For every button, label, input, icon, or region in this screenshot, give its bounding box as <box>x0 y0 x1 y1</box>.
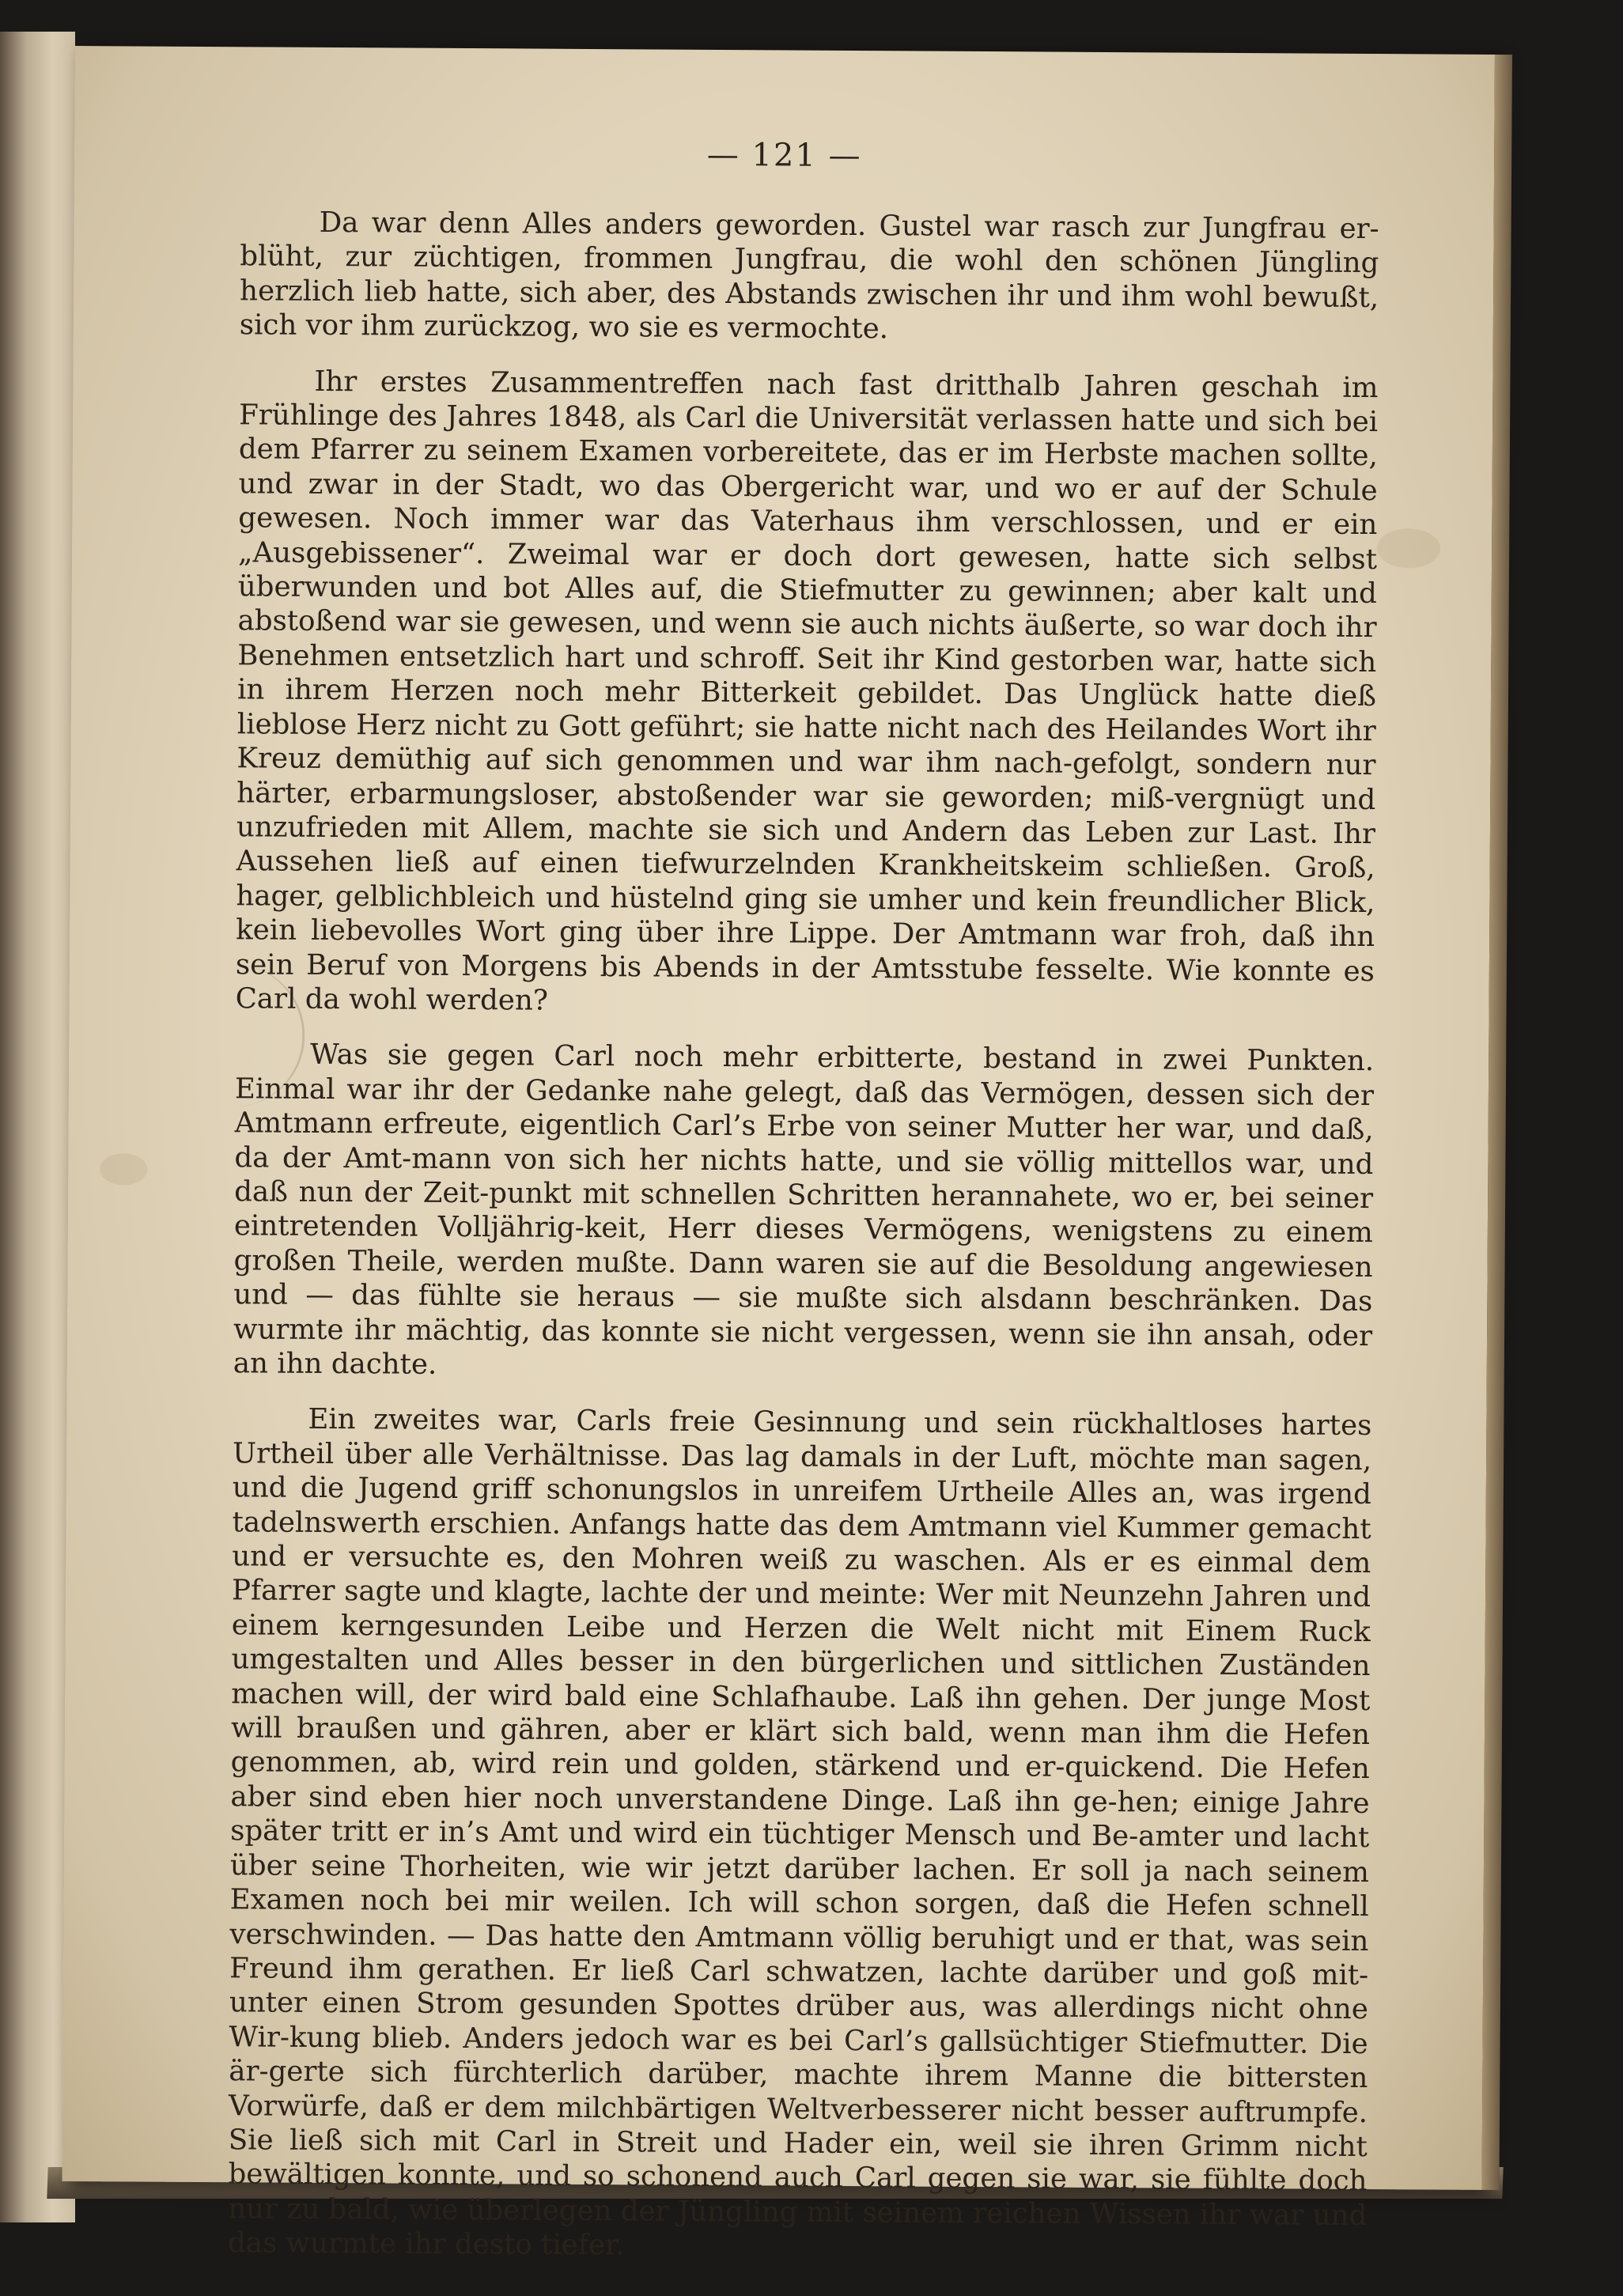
paragraph: Ein zweites war, Carls freie Gesinnung und sein rückhaltloses hartes Urtheil über alle Verhältnisse. Das lag damals in der Luft, möchte man sagen, und die Jugend griff schonungslos in unreifem Urtheile Alles an, was irgend tadelnswerth erschien. Anfangs hatte das dem Amtmann viel Kummer gemacht und er versuchte es, den Mohren weiß zu waschen. Als er es einmal dem Pfarrer sagte und klagte, lachte der und meinte: Wer mit Neunzehn Jahren und einem kerngesunden Leibe und Herzen die Welt nicht mit Einem Ruck umgestalten und Alles besser in den bürgerlichen und sittlichen Zuständen machen will, der wird bald eine Schlafhaube. Laß ihn gehen. Der junge Most will braußen und gähren, aber er klärt sich bald, wenn man ihm die Hefen genommen, ab, wird rein und golden, stärkend und er-quickend. Die Hefen aber sind eben hier noch unverstandene Dinge. Laß ihn ge-hen; einige Jahre später tritt er in’s Amt und wird ein tüchtiger Mensch und Be-amter und lacht über seine Thorheiten, wie wir jetzt darüber lachen. Er soll ja nach seinem Examen noch bei mir weilen. Ich will schon sorgen, daß die Hefen schnell verschwinden. — Das hatte den Amtmann völlig beruhigt und er that, was sein Freund ihm gerathen. Er ließ Carl schwatzen, lachte darüber und goß mit-unter einen Strom gesunden Spottes drüber aus, was allerdings nicht ohne Wir-kung blieb. Anders jedoch war es bei Carl’s gallsüchtiger Stiefmutter. Die är-gerte sich fürchterlich darüber, machte ihrem Manne die bittersten Vorwürfe, daß er dem milchbärtigen Weltverbesserer nicht besser auftrumpfe. Sie ließ sich mit Carl in Streit und Hader ein, weil sie ihren Grimm nicht bewältigen konnte, und so schonend auch Carl gegen sie war, sie fühlte doch nur zu bald, wie überlegen der Jüngling mit seinem reichen Wissen ihr war und das wurmte ihr desto tiefer. <box>227 1403 1372 2262</box>
paragraph: Was sie gegen Carl noch mehr erbitterte, bestand in zwei Punkten. Einmal war ihr der Gedanke nahe gelegt, daß das Vermögen, dessen sich der Amtmann erfreute, eigentlich Carl’s Erbe von seiner Mutter her war, und daß, da der Amt-mann von sich her nichts hatte, und sie völlig mittellos war, und daß nun der Zeit-punkt mit schnellen Schritten herannahete, wo er, bei seiner eintretenden Volljährig-keit, Herr dieses Vermögens, wenigstens zu einem großen Theile, werden mußte. Dann waren sie auf die Besoldung angewiesen und — das fühlte sie heraus — sie mußte sich alsdann beschränken. Das wurmte ihr mächtig, das konnte sie nicht vergessen, wenn sie ihn ansah, oder an ihn dachte. <box>233 1038 1375 1381</box>
page-edge <box>1481 55 1511 2190</box>
page-number: — 121 — <box>706 136 862 175</box>
paper-stain <box>1377 528 1440 568</box>
paragraph: Da war denn Alles anders geworden. Gustel war rasch zur Jungfrau er-blüht, zur züchtigen, frommen Jungfrau, die wohl den schönen Jüngling herzlich lieb hatte, sich aber, des Abstands zwischen ihr und ihm wohl bewußt, sich vor ihm zurückzog, wo sie es vermochte. <box>239 206 1379 346</box>
book-page <box>62 46 1495 2262</box>
paragraph: Ihr erstes Zusammentreffen nach fast dritthalb Jahren geschah im Frühlinge des Jahres 1848, als Carl die Universität verlassen hatte und sich bei dem Pfarrer zu seinem Examen vorbereitete, das er im Herbste machen sollte, und zwar in der Stadt, wo das Obergericht war, und wo er auf der Schule gewesen. Noch immer war das Vaterhaus ihm verschlossen, und er ein „Ausgebissener“. Zweimal war er doch dort gewesen, hatte sich selbst überwunden und bot Alles auf, die Stiefmutter zu gewinnen; aber kalt und abstoßend war sie gewesen, und wenn sie auch nichts äußerte, so war doch ihr Benehmen entsetzlich hart und schroff. Seit ihr Kind gestorben war, hatte sich in ihrem Herzen noch mehr Bitterkeit gebildet. Das Unglück hatte dieß lieblose Herz nicht zu Gott geführt; sie hatte nicht nach des Heilandes Wort ihr Kreuz demüthig auf sich genommen und war ihm nach-gefolgt, sondern nur härter, erbarmungsloser, abstoßender war sie geworden; miß-vergnügt und unzufrieden mit Allem, machte sie sich und Andern das Leben zur Last. Ihr Aussehen ließ auf einen tiefwurzelnden Krankheitskeim schließen. Groß, hager, gelblichbleich und hüstelnd ging sie umher und kein freundlicher Blick, kein liebevolles Wort ging über ihre Lippe. Der Amtmann war froh, daß ihn sein Beruf von Morgens bis Abends in der Amtsstube fesselte. Wie konnte es Carl da wohl werden? <box>235 365 1379 1017</box>
paper-stain <box>100 1153 147 1185</box>
body-text <box>228 205 1379 2288</box>
